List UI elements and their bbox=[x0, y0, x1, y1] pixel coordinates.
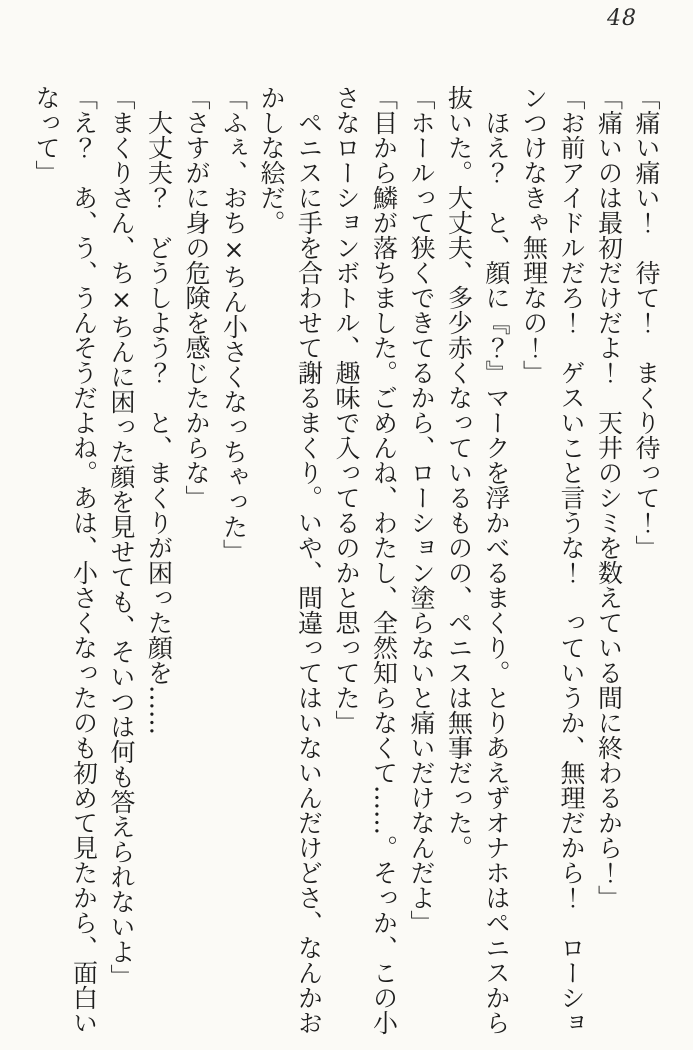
paragraph: ペニスに手を合わせて謝るまくり。いや、間違ってはいないんだけどさ、なんかおかしな絵だ。 bbox=[257, 85, 324, 1035]
paragraph: 「まくりさん、ち×ちんに困った顔を見せても、そいつは何も答えられないよ」 bbox=[107, 85, 136, 989]
page-text bbox=[28, 85, 666, 1035]
paragraph: 「ホールって狭くできてるから、ローション塗らないと痛いだけなんだよ」 bbox=[407, 85, 436, 935]
paragraph: 「痛い痛い！ 待て！ まくり待って！」 bbox=[632, 85, 661, 560]
paragraph: 「ふぇ、おち×ちん小さくなっちゃった」 bbox=[219, 85, 249, 564]
paragraph: 「目から鱗が落ちました。ごめんね、わたし、全然知らなくて……。そっか、この小さなローションボトル、趣味で入ってるのかと思ってた」 bbox=[332, 85, 399, 1035]
page-number: 48 bbox=[607, 6, 637, 31]
paragraph: 大丈夫？ どうしよう？ と、まくりが困った顔を…… bbox=[144, 110, 174, 735]
paragraph: 「お前アイドルだろ！ ゲスいこと言うな！ っていうか、無理だから！ ローションつけなきゃ無理なの！」 bbox=[519, 85, 586, 1035]
paragraph: 「え？ あ、う、うんそうだよね。あは、小さくなったのも初めて見たから、面白いなって」 bbox=[32, 85, 99, 1035]
paragraph: 「さすがに身の危険を感じたからな」 bbox=[182, 85, 211, 510]
paragraph: ほえ？ と、顔に『？』マークを浮かべるまくり。とりあえずオナホはペニスから抜いた。大丈夫、多少赤くなっているものの、ペニスは無事だった。 bbox=[444, 85, 511, 1035]
paragraph: 「痛いのは最初だけだよ！ 天井のシミを数えている間に終わるから！」 bbox=[594, 85, 624, 910]
